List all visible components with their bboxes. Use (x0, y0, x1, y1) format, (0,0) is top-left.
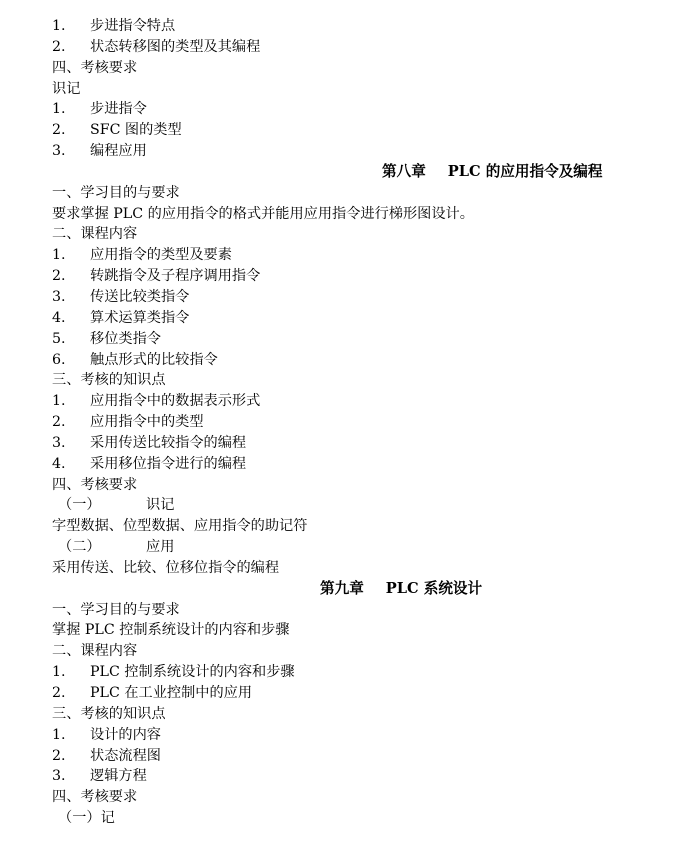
list-number: 5. (52, 330, 66, 347)
list-text: 编程应用 (90, 143, 147, 160)
section-heading: 三、考核的知识点 (52, 372, 166, 389)
requirement-label: 识记 (146, 497, 175, 514)
list-text: 应用指令中的类型 (90, 414, 204, 431)
paren-marker: （一） (58, 810, 101, 827)
list-text: 状态流程图 (90, 747, 161, 764)
list-number: 2. (52, 747, 66, 764)
chapter-title (52, 162, 652, 183)
list-text: 移位类指令 (90, 330, 161, 347)
list-text: 状态转移图的类型及其编程 (90, 38, 261, 55)
list-item (52, 287, 652, 308)
paragraph: 要求掌握 PLC 的应用指令的格式并能用应用指令进行梯形图设计。 (52, 205, 474, 222)
list-item (52, 746, 652, 767)
list-text: PLC 在工业控制中的应用 (90, 685, 253, 701)
list-number: 1. (52, 101, 66, 118)
list-number: 2. (52, 685, 66, 701)
list-item (52, 37, 652, 58)
list-item (52, 662, 652, 683)
list-number: 3. (52, 143, 66, 160)
list-text: 采用移位指令进行的编程 (90, 455, 247, 472)
list-item (52, 683, 652, 704)
list-item (52, 120, 652, 141)
list-number: 1. (52, 247, 66, 264)
list-number: 2. (52, 414, 66, 431)
chapter-name: PLC 系统设计 (385, 579, 483, 597)
requirement-subheading (52, 495, 652, 516)
list-number: 3. (52, 768, 66, 785)
paragraph: 采用传送、比较、位移位指令的编程 (52, 559, 280, 576)
requirement-label: 应用 (146, 539, 175, 556)
section-heading: 一、学习目的与要求 (52, 184, 180, 201)
list-item (52, 412, 652, 433)
list-item (52, 433, 652, 454)
sub-heading: 识记 (52, 80, 81, 97)
list-text: 应用指令的类型及要素 (90, 247, 232, 264)
chapter-title (52, 579, 652, 600)
list-item (52, 308, 652, 329)
list-item (52, 350, 652, 371)
list-text: 应用指令中的数据表示形式 (90, 393, 261, 410)
list-text: 采用传送比较指令的编程 (90, 434, 247, 451)
list-number: 1. (52, 726, 66, 743)
list-text: 转跳指令及子程序调用指令 (90, 268, 261, 285)
section-heading: 四、考核要求 (52, 476, 138, 493)
list-text: SFC 图的类型 (90, 122, 182, 139)
list-text: 算术运算类指令 (90, 309, 190, 326)
chapter-name: PLC 的应用指令及编程 (447, 162, 603, 180)
list-number: 1. (52, 393, 66, 410)
list-number: 4. (52, 455, 66, 472)
list-number: 3. (52, 288, 66, 305)
document-page (52, 16, 652, 829)
list-text: 步进指令 (90, 101, 147, 118)
requirement-label: 记 (100, 810, 115, 827)
chapter-number: 第九章 (320, 579, 364, 597)
list-item (52, 245, 652, 266)
list-number: 4. (52, 309, 66, 326)
list-text: 步进指令特点 (90, 18, 176, 34)
list-number: 1. (52, 18, 66, 34)
list-item (52, 725, 652, 746)
requirement-subheading (52, 808, 652, 829)
section-heading: 四、考核要求 (52, 789, 138, 806)
list-text: 触点形式的比较指令 (90, 351, 218, 368)
list-number: 1. (52, 664, 66, 681)
list-text: 传送比较类指令 (90, 288, 190, 305)
chapter-number: 第八章 (382, 162, 426, 180)
list-number: 2. (52, 268, 66, 285)
list-item (52, 266, 652, 287)
list-number: 2. (52, 38, 66, 55)
section-heading: 二、课程内容 (52, 226, 138, 243)
paren-marker: （一） (58, 497, 101, 514)
list-number: 3. (52, 434, 66, 451)
list-number: 6. (52, 351, 66, 368)
section-heading: 一、学习目的与要求 (52, 601, 180, 618)
list-item (52, 141, 652, 162)
section-heading: 二、课程内容 (52, 643, 138, 660)
list-item (52, 329, 652, 350)
paren-marker: （二） (58, 539, 101, 556)
section-heading: 四、考核要求 (52, 59, 138, 76)
list-item (52, 454, 652, 475)
section-heading: 三、考核的知识点 (52, 705, 166, 722)
list-text: 设计的内容 (90, 726, 161, 743)
list-item (52, 391, 652, 412)
list-item (52, 99, 652, 120)
paragraph: 掌握 PLC 控制系统设计的内容和步骤 (52, 622, 290, 639)
requirement-subheading (52, 537, 652, 558)
paragraph: 字型数据、位型数据、应用指令的助记符 (52, 518, 308, 535)
list-number: 2. (52, 122, 66, 139)
list-text: 逻辑方程 (90, 768, 147, 785)
list-text: PLC 控制系统设计的内容和步骤 (90, 664, 295, 681)
list-item (52, 766, 652, 787)
list-item (52, 16, 652, 37)
